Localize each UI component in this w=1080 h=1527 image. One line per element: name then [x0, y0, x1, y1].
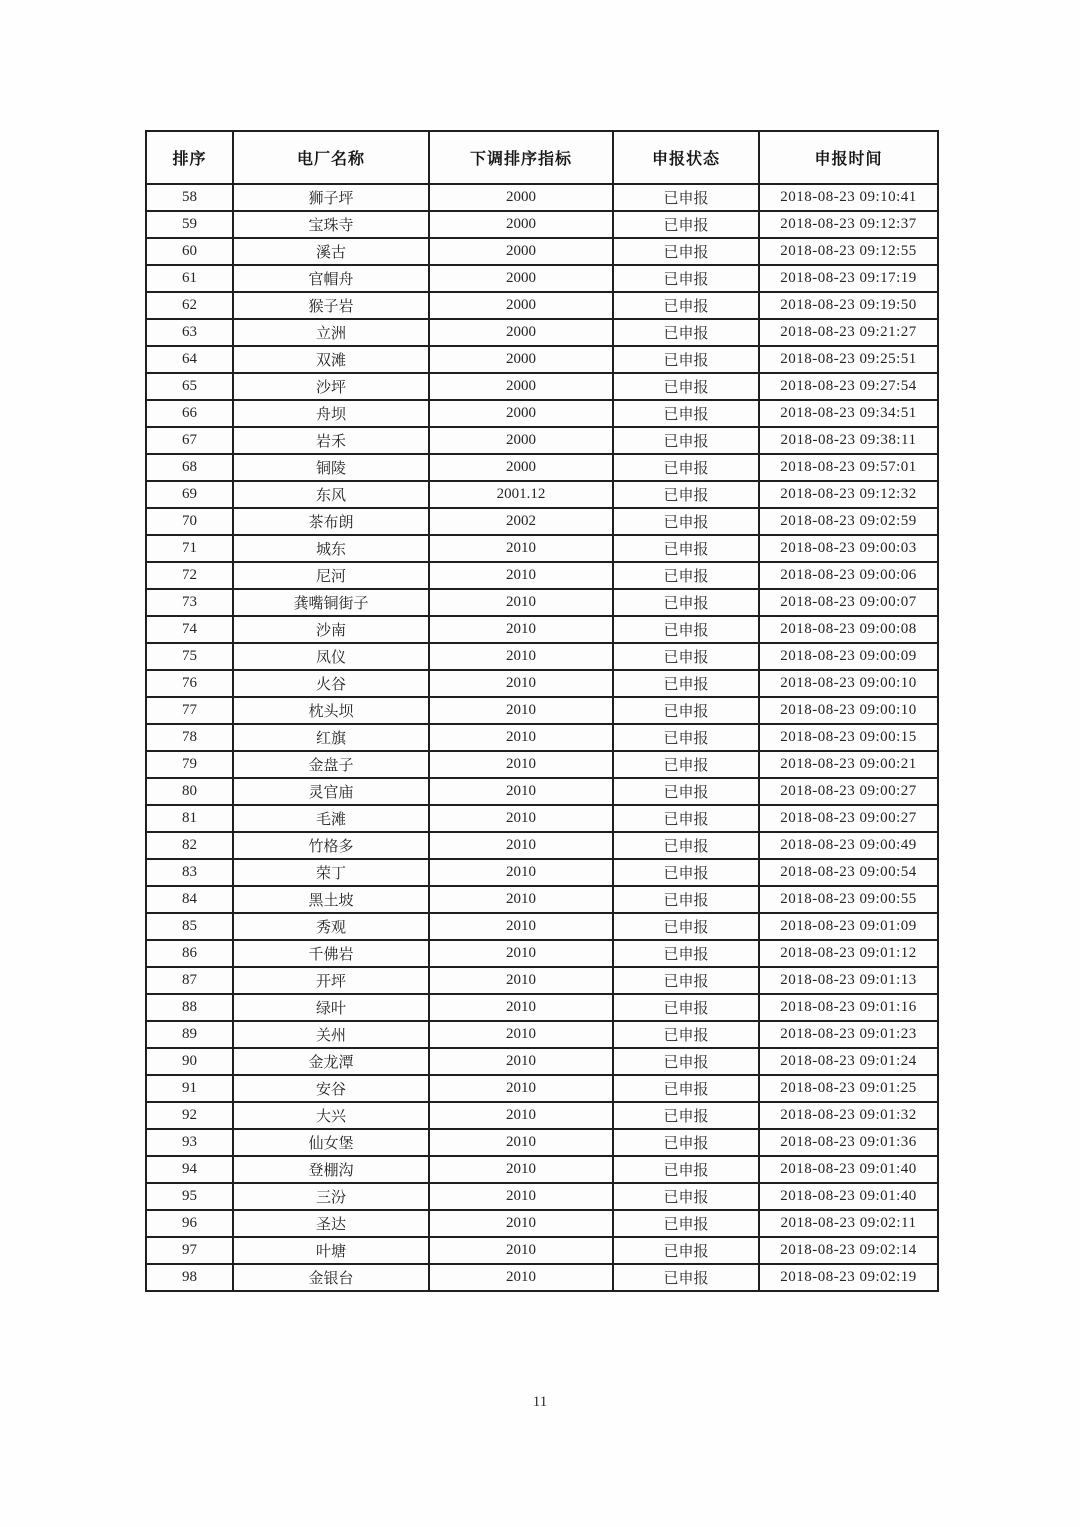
rank-cell: 69	[146, 481, 233, 508]
time-cell: 2018-08-23 09:25:51	[759, 346, 938, 373]
status-cell: 已申报	[613, 292, 759, 319]
rank-cell: 63	[146, 319, 233, 346]
rank-cell: 74	[146, 616, 233, 643]
indicator-cell: 2010	[429, 1048, 613, 1075]
plant-name-cell: 金银台	[233, 1264, 429, 1291]
table-row	[146, 832, 938, 859]
status-cell: 已申报	[613, 778, 759, 805]
indicator-cell: 2010	[429, 535, 613, 562]
status-cell: 已申报	[613, 1264, 759, 1291]
time-cell: 2018-08-23 09:01:32	[759, 1102, 938, 1129]
indicator-cell: 2000	[429, 211, 613, 238]
status-cell: 已申报	[613, 1210, 759, 1237]
table-row	[146, 1102, 938, 1129]
status-cell: 已申报	[613, 535, 759, 562]
plant-name-cell: 双滩	[233, 346, 429, 373]
table-row	[146, 1075, 938, 1102]
indicator-cell: 2010	[429, 1156, 613, 1183]
rank-cell: 83	[146, 859, 233, 886]
time-cell: 2018-08-23 09:12:32	[759, 481, 938, 508]
indicator-cell: 2010	[429, 670, 613, 697]
status-cell: 已申报	[613, 616, 759, 643]
status-cell: 已申报	[613, 670, 759, 697]
plant-name-cell: 安谷	[233, 1075, 429, 1102]
status-cell: 已申报	[613, 1129, 759, 1156]
status-cell: 已申报	[613, 481, 759, 508]
status-cell: 已申报	[613, 184, 759, 211]
indicator-cell: 2010	[429, 697, 613, 724]
table-row	[146, 238, 938, 265]
status-cell: 已申报	[613, 508, 759, 535]
plant-name-cell: 绿叶	[233, 994, 429, 1021]
table-row	[146, 643, 938, 670]
rank-cell: 94	[146, 1156, 233, 1183]
indicator-cell: 2010	[429, 1102, 613, 1129]
plant-name-cell: 千佛岩	[233, 940, 429, 967]
plant-name-cell: 圣达	[233, 1210, 429, 1237]
time-cell: 2018-08-23 09:00:10	[759, 697, 938, 724]
table-row	[146, 805, 938, 832]
time-cell: 2018-08-23 09:19:50	[759, 292, 938, 319]
indicator-cell: 2000	[429, 373, 613, 400]
time-cell: 2018-08-23 09:01:23	[759, 1021, 938, 1048]
indicator-cell: 2010	[429, 967, 613, 994]
table-row	[146, 1129, 938, 1156]
plant-name-cell: 黑土坡	[233, 886, 429, 913]
time-cell: 2018-08-23 09:01:40	[759, 1183, 938, 1210]
rank-cell: 90	[146, 1048, 233, 1075]
table-row	[146, 751, 938, 778]
indicator-cell: 2010	[429, 1210, 613, 1237]
indicator-cell: 2000	[429, 454, 613, 481]
status-cell: 已申报	[613, 400, 759, 427]
rank-cell: 96	[146, 1210, 233, 1237]
time-cell: 2018-08-23 09:00:49	[759, 832, 938, 859]
indicator-cell: 2000	[429, 184, 613, 211]
status-cell: 已申报	[613, 994, 759, 1021]
time-cell: 2018-08-23 09:38:11	[759, 427, 938, 454]
table-row	[146, 292, 938, 319]
rank-cell: 66	[146, 400, 233, 427]
indicator-cell: 2000	[429, 319, 613, 346]
time-cell: 2018-08-23 09:01:36	[759, 1129, 938, 1156]
indicator-cell: 2000	[429, 292, 613, 319]
plant-name-cell: 三汾	[233, 1183, 429, 1210]
plant-name-cell: 凤仪	[233, 643, 429, 670]
rank-cell: 81	[146, 805, 233, 832]
indicator-cell: 2010	[429, 643, 613, 670]
table-row	[146, 886, 938, 913]
plant-name-cell: 金盘子	[233, 751, 429, 778]
rank-cell: 64	[146, 346, 233, 373]
plant-name-cell: 枕头坝	[233, 697, 429, 724]
rank-cell: 75	[146, 643, 233, 670]
indicator-cell: 2010	[429, 1183, 613, 1210]
time-cell: 2018-08-23 09:01:13	[759, 967, 938, 994]
table-row	[146, 589, 938, 616]
time-cell: 2018-08-23 09:02:19	[759, 1264, 938, 1291]
table-row	[146, 697, 938, 724]
rank-cell: 85	[146, 913, 233, 940]
time-cell: 2018-08-23 09:02:11	[759, 1210, 938, 1237]
indicator-cell: 2000	[429, 400, 613, 427]
status-cell: 已申报	[613, 1021, 759, 1048]
rank-cell: 91	[146, 1075, 233, 1102]
rank-cell: 71	[146, 535, 233, 562]
plant-name-cell: 狮子坪	[233, 184, 429, 211]
table-row	[146, 319, 938, 346]
status-cell: 已申报	[613, 940, 759, 967]
status-cell: 已申报	[613, 886, 759, 913]
plant-name-cell: 登棚沟	[233, 1156, 429, 1183]
table-row	[146, 994, 938, 1021]
time-cell: 2018-08-23 09:02:14	[759, 1237, 938, 1264]
indicator-cell: 2002	[429, 508, 613, 535]
plant-name-cell: 秀观	[233, 913, 429, 940]
plant-name-cell: 舟坝	[233, 400, 429, 427]
table-body	[146, 184, 938, 1291]
time-cell: 2018-08-23 09:00:08	[759, 616, 938, 643]
rank-cell: 93	[146, 1129, 233, 1156]
rank-cell: 68	[146, 454, 233, 481]
status-cell: 已申报	[613, 265, 759, 292]
plant-name-cell: 沙坪	[233, 373, 429, 400]
indicator-cell: 2010	[429, 616, 613, 643]
indicator-cell: 2010	[429, 940, 613, 967]
rank-cell: 88	[146, 994, 233, 1021]
rank-cell: 92	[146, 1102, 233, 1129]
table-row	[146, 859, 938, 886]
indicator-cell: 2010	[429, 778, 613, 805]
time-cell: 2018-08-23 09:17:19	[759, 265, 938, 292]
table-row	[146, 967, 938, 994]
plant-name-cell: 竹格多	[233, 832, 429, 859]
plant-name-cell: 尼河	[233, 562, 429, 589]
table-header	[146, 131, 938, 184]
indicator-cell: 2010	[429, 589, 613, 616]
status-cell: 已申报	[613, 1075, 759, 1102]
status-cell: 已申报	[613, 1048, 759, 1075]
table-row	[146, 778, 938, 805]
plant-name-cell: 宝珠寺	[233, 211, 429, 238]
time-cell: 2018-08-23 09:34:51	[759, 400, 938, 427]
plant-name-cell: 沙南	[233, 616, 429, 643]
plant-name-cell: 猴子岩	[233, 292, 429, 319]
table-row	[146, 184, 938, 211]
rank-cell: 73	[146, 589, 233, 616]
plant-name-cell: 金龙潭	[233, 1048, 429, 1075]
plant-name-cell: 叶塘	[233, 1237, 429, 1264]
indicator-cell: 2010	[429, 1021, 613, 1048]
status-cell: 已申报	[613, 751, 759, 778]
rank-cell: 77	[146, 697, 233, 724]
table-row	[146, 346, 938, 373]
table-row	[146, 1264, 938, 1291]
plant-name-cell: 岩禾	[233, 427, 429, 454]
plant-name-cell: 仙女堡	[233, 1129, 429, 1156]
table-row	[146, 481, 938, 508]
table-row	[146, 265, 938, 292]
rank-cell: 82	[146, 832, 233, 859]
rank-cell: 98	[146, 1264, 233, 1291]
rank-cell: 86	[146, 940, 233, 967]
table-row	[146, 1156, 938, 1183]
status-cell: 已申报	[613, 643, 759, 670]
table-row	[146, 562, 938, 589]
status-cell: 已申报	[613, 913, 759, 940]
indicator-cell: 2000	[429, 238, 613, 265]
plant-name-cell: 溪古	[233, 238, 429, 265]
time-cell: 2018-08-23 09:00:03	[759, 535, 938, 562]
header-rank: 排序	[146, 131, 233, 184]
plant-name-cell: 大兴	[233, 1102, 429, 1129]
status-cell: 已申报	[613, 805, 759, 832]
status-cell: 已申报	[613, 832, 759, 859]
time-cell: 2018-08-23 09:21:27	[759, 319, 938, 346]
time-cell: 2018-08-23 09:00:06	[759, 562, 938, 589]
table-row	[146, 913, 938, 940]
table-row	[146, 1048, 938, 1075]
rank-cell: 61	[146, 265, 233, 292]
header-declare-time: 申报时间	[759, 131, 938, 184]
indicator-cell: 2010	[429, 1129, 613, 1156]
table-row	[146, 427, 938, 454]
time-cell: 2018-08-23 09:01:09	[759, 913, 938, 940]
table-row	[146, 373, 938, 400]
rank-cell: 89	[146, 1021, 233, 1048]
status-cell: 已申报	[613, 1102, 759, 1129]
status-cell: 已申报	[613, 238, 759, 265]
indicator-cell: 2010	[429, 832, 613, 859]
indicator-cell: 2010	[429, 562, 613, 589]
indicator-cell: 2010	[429, 913, 613, 940]
status-cell: 已申报	[613, 589, 759, 616]
indicator-cell: 2010	[429, 724, 613, 751]
status-cell: 已申报	[613, 1237, 759, 1264]
plant-name-cell: 开坪	[233, 967, 429, 994]
status-cell: 已申报	[613, 211, 759, 238]
indicator-cell: 2010	[429, 1264, 613, 1291]
indicator-cell: 2001.12	[429, 481, 613, 508]
status-cell: 已申报	[613, 562, 759, 589]
status-cell: 已申报	[613, 859, 759, 886]
rank-cell: 59	[146, 211, 233, 238]
plant-name-cell: 城东	[233, 535, 429, 562]
table-row	[146, 211, 938, 238]
rank-cell: 78	[146, 724, 233, 751]
page-number: 11	[532, 1394, 548, 1410]
rank-cell: 58	[146, 184, 233, 211]
declaration-table	[145, 130, 939, 1292]
plant-name-cell: 立洲	[233, 319, 429, 346]
indicator-cell: 2000	[429, 346, 613, 373]
time-cell: 2018-08-23 09:01:12	[759, 940, 938, 967]
indicator-cell: 2010	[429, 994, 613, 1021]
status-cell: 已申报	[613, 697, 759, 724]
plant-name-cell: 毛滩	[233, 805, 429, 832]
time-cell: 2018-08-23 09:00:10	[759, 670, 938, 697]
rank-cell: 79	[146, 751, 233, 778]
plant-name-cell: 关州	[233, 1021, 429, 1048]
indicator-cell: 2010	[429, 1075, 613, 1102]
table-row	[146, 454, 938, 481]
header-row	[146, 131, 938, 184]
status-cell: 已申报	[613, 1156, 759, 1183]
table-row	[146, 400, 938, 427]
status-cell: 已申报	[613, 1183, 759, 1210]
plant-name-cell: 东风	[233, 481, 429, 508]
plant-name-cell: 火谷	[233, 670, 429, 697]
plant-name-cell: 铜陵	[233, 454, 429, 481]
plant-name-cell: 官帽舟	[233, 265, 429, 292]
rank-cell: 95	[146, 1183, 233, 1210]
plant-name-cell: 龚嘴铜街子	[233, 589, 429, 616]
time-cell: 2018-08-23 09:00:09	[759, 643, 938, 670]
status-cell: 已申报	[613, 346, 759, 373]
time-cell: 2018-08-23 09:00:27	[759, 805, 938, 832]
rank-cell: 67	[146, 427, 233, 454]
rank-cell: 97	[146, 1237, 233, 1264]
rank-cell: 60	[146, 238, 233, 265]
status-cell: 已申报	[613, 454, 759, 481]
indicator-cell: 2010	[429, 805, 613, 832]
time-cell: 2018-08-23 09:01:25	[759, 1075, 938, 1102]
rank-cell: 62	[146, 292, 233, 319]
table-row	[146, 1183, 938, 1210]
plant-name-cell: 荣丁	[233, 859, 429, 886]
time-cell: 2018-08-23 09:27:54	[759, 373, 938, 400]
time-cell: 2018-08-23 09:12:55	[759, 238, 938, 265]
rank-cell: 70	[146, 508, 233, 535]
time-cell: 2018-08-23 09:00:21	[759, 751, 938, 778]
indicator-cell: 2010	[429, 886, 613, 913]
time-cell: 2018-08-23 09:10:41	[759, 184, 938, 211]
plant-name-cell: 灵官庙	[233, 778, 429, 805]
status-cell: 已申报	[613, 373, 759, 400]
time-cell: 2018-08-23 09:00:55	[759, 886, 938, 913]
header-declare-status: 申报状态	[613, 131, 759, 184]
indicator-cell: 2010	[429, 859, 613, 886]
time-cell: 2018-08-23 09:57:01	[759, 454, 938, 481]
time-cell: 2018-08-23 09:00:54	[759, 859, 938, 886]
table-row	[146, 940, 938, 967]
header-down-indicator: 下调排序指标	[429, 131, 613, 184]
time-cell: 2018-08-23 09:01:16	[759, 994, 938, 1021]
indicator-cell: 2010	[429, 1237, 613, 1264]
time-cell: 2018-08-23 09:01:24	[759, 1048, 938, 1075]
table-row	[146, 1021, 938, 1048]
table-row	[146, 724, 938, 751]
indicator-cell: 2010	[429, 751, 613, 778]
rank-cell: 65	[146, 373, 233, 400]
status-cell: 已申报	[613, 724, 759, 751]
status-cell: 已申报	[613, 319, 759, 346]
indicator-cell: 2000	[429, 265, 613, 292]
table-row	[146, 508, 938, 535]
table-row	[146, 535, 938, 562]
header-plant-name: 电厂名称	[233, 131, 429, 184]
time-cell: 2018-08-23 09:00:07	[759, 589, 938, 616]
time-cell: 2018-08-23 09:00:27	[759, 778, 938, 805]
plant-name-cell: 茶布朗	[233, 508, 429, 535]
plant-name-cell: 红旗	[233, 724, 429, 751]
indicator-cell: 2000	[429, 427, 613, 454]
table-row	[146, 670, 938, 697]
table-row	[146, 616, 938, 643]
rank-cell: 76	[146, 670, 233, 697]
rank-cell: 87	[146, 967, 233, 994]
time-cell: 2018-08-23 09:12:37	[759, 211, 938, 238]
time-cell: 2018-08-23 09:00:15	[759, 724, 938, 751]
time-cell: 2018-08-23 09:02:59	[759, 508, 938, 535]
time-cell: 2018-08-23 09:01:40	[759, 1156, 938, 1183]
rank-cell: 80	[146, 778, 233, 805]
rank-cell: 72	[146, 562, 233, 589]
rank-cell: 84	[146, 886, 233, 913]
table-row	[146, 1210, 938, 1237]
table-row	[146, 1237, 938, 1264]
status-cell: 已申报	[613, 967, 759, 994]
status-cell: 已申报	[613, 427, 759, 454]
